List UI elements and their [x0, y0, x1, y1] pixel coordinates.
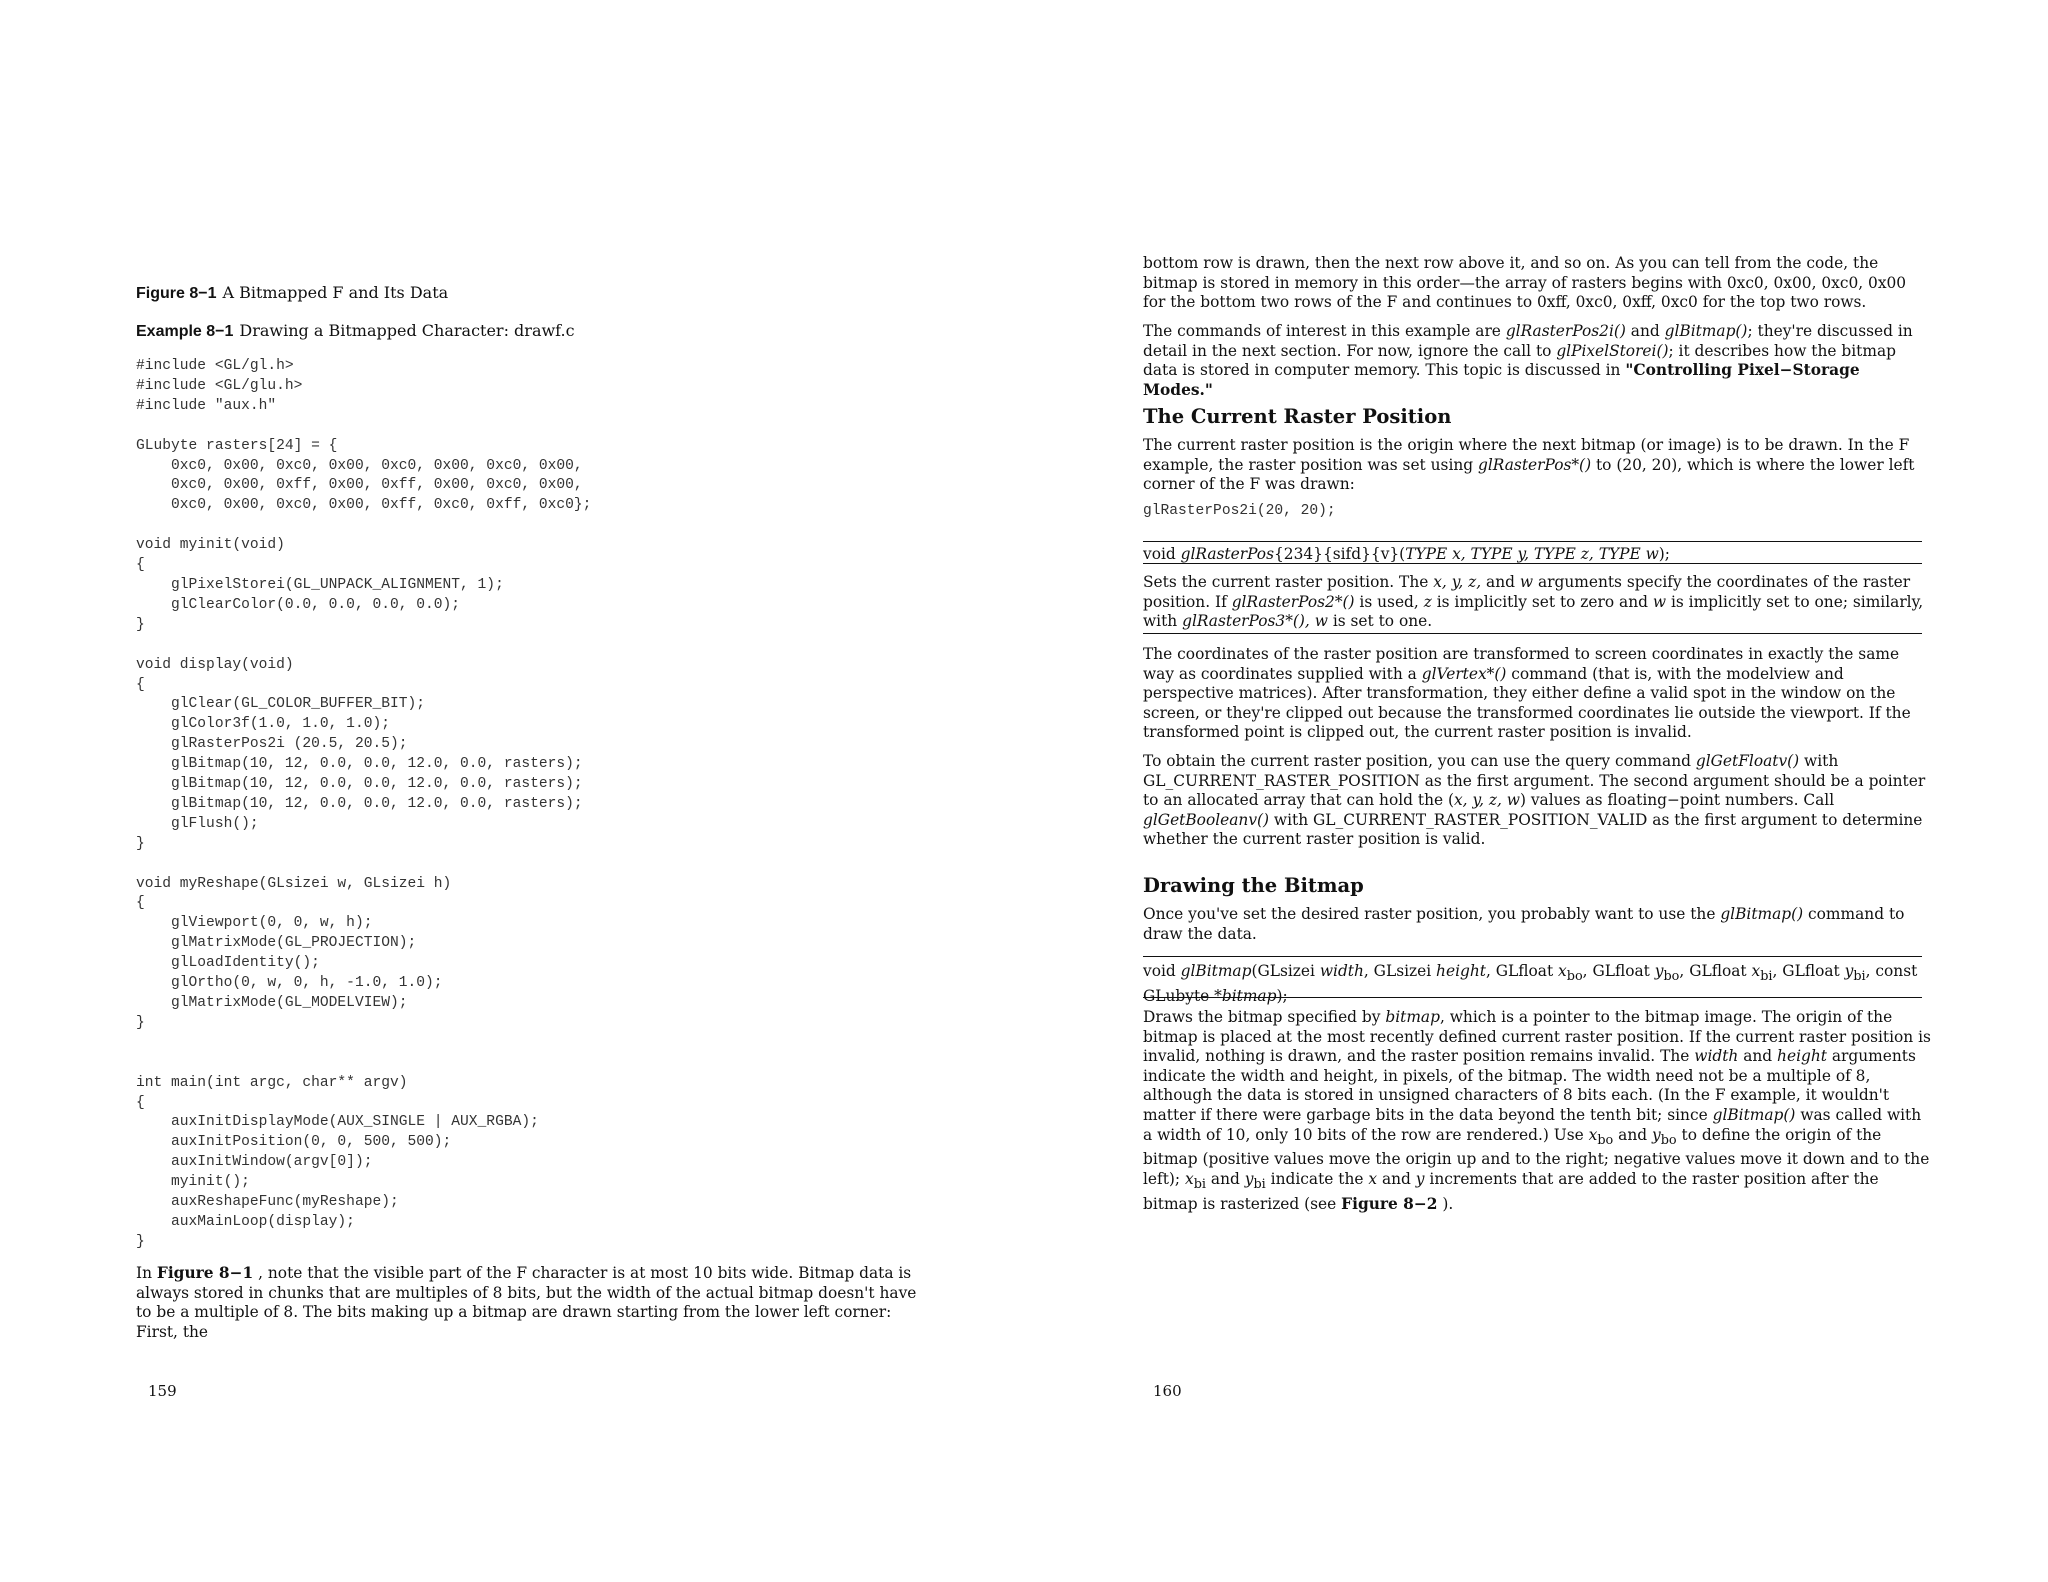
- body-paragraph-2: The commands of interest in this example are glRasterPos2i() and glBitmap(); they're discussed in detail in the next section. For now, ignore the call to glPixelStorei(); it describes how the bitmap data is stored in computer memory. This topic is discussed in "Controlling Pixel−Storage Modes.": [1143, 322, 1913, 399]
- section-reference[interactable]: "Controlling Pixel−Storage Modes.": [1143, 361, 1860, 399]
- function-description-rasterpos: Sets the current raster position. The x, y, z, and w arguments specify the coordinates of the raster position. If glRasterPos2*() is used, z is implicitly set to zero and w is implicitly set to one; similarly, with glRasterPos3*(), w is set to one.: [1143, 573, 1924, 631]
- body-paragraph-3: The current raster position is the origin where the next bitmap (or image) is to be drawn. In the F example, the raster position was set using glRasterPos*() to (20, 20), which is where the lower left corner of the F was drawn:: [1143, 436, 1915, 494]
- heading-drawing-the-bitmap: Drawing the Bitmap: [1143, 874, 1364, 897]
- rule-mid-sig1: [1143, 563, 1922, 564]
- body-paragraph: In Figure 8−1 , note that the visible part of the F character is at most 10 bits wide. Bitmap data is always stored in chunks that are multiples of 8 bits, but the width of the actual bitmap doesn't have to be a multiple of 8. The bits making up a bitmap are drawn starting from the lower left corner: First, the: [136, 1264, 917, 1341]
- example-caption: [136, 321, 575, 341]
- rule-top-sig2: [1143, 956, 1922, 957]
- figure-reference[interactable]: Figure 8−1: [156, 1264, 254, 1282]
- rule-bottom-sig2: [1143, 997, 1922, 998]
- code-line: glRasterPos2i(20, 20);: [1143, 503, 1336, 519]
- page-number: 159: [148, 1382, 177, 1400]
- rule-bottom-sig1: [1143, 633, 1922, 634]
- body-paragraph-4: The coordinates of the raster position are transformed to screen coordinates in exactly the same way as coordinates supplied with a glVertex*() command (that is, with the modelview and perspective matrices). After transformation, they either define a valid spot in the window on the screen, or they're clipped out because the transformed coordinates lie outside the viewport. If the transformed point is clipped out, the current raster position is invalid.: [1143, 645, 1911, 742]
- heading-current-raster-position: The Current Raster Position: [1143, 405, 1452, 428]
- example-caption-text: Drawing a Bitmapped Character: drawf.c: [239, 321, 575, 340]
- example-label: Example 8−1: [136, 323, 234, 340]
- figure-caption: [136, 283, 448, 303]
- function-signature-bitmap: void glBitmap(GLsizei width, GLsizei height, GLfloat $x_{bo}$, GLfloat $y_{bo}$, GLfloat $x_{bi}$, GLfloat $y_{bi}$, const GLubyte *bitmap);: [1143, 962, 1918, 1005]
- code-listing: #include <GL/gl.h> #include <GL/glu.h> #include "aux.h" GLubyte rasters[24] = { 0xc0, 0x00, 0xc0, 0x00, 0xc0, 0x00, 0xc0, 0x00, 0xc0, 0x00, 0xff, 0x00, 0xff, 0x00, 0xc0, 0x00, 0xc0, 0x00, 0xc0, 0x00, 0xff, 0xc0, 0xff, 0xc0}; void myinit(void) { glPixelStorei(GL_UNPACK_ALIGNMENT, 1); glClearColor(0.0, 0.0, 0.0, 0.0); } void display(void) { glClear(GL_COLOR_BUFFER_BIT); glColor3f(1.0, 1.0, 1.0); glRasterPos2i (20.5, 20.5); glBitmap(10, 12, 0.0, 0.0, 12.0, 0.0, rasters); glBitmap(10, 12, 0.0, 0.0, 12.0, 0.0, rasters); glBitmap(10, 12, 0.0, 0.0, 12.0, 0.0, rasters); glFlush(); } void myReshape(GLsizei w, GLsizei h) { glViewport(0, 0, w, h); glMatrixMode(GL_PROJECTION); glLoadIdentity(); glOrtho(0, w, 0, h, -1.0, 1.0); glMatrixMode(GL_MODELVIEW); } int main(int argc, char** argv) { auxInitDisplayMode(AUX_SINGLE | AUX_RGBA); auxInitPosition(0, 0, 500, 500); auxInitWindow(argv[0]); myinit(); auxReshapeFunc(myReshape); auxMainLoop(display); }: [136, 358, 592, 1250]
- figure-reference-8-2[interactable]: Figure 8−2: [1341, 1194, 1438, 1213]
- rule-top-sig1: [1143, 541, 1922, 542]
- figure-label: Figure 8−1: [136, 285, 217, 302]
- figure-caption-text: A Bitmapped F and Its Data: [222, 283, 449, 302]
- function-description-bitmap: Draws the bitmap specified by bitmap, which is a pointer to the bitmap image. The origin of the bitmap is placed at the most recently defined current raster position. If the current raster position is invalid, nothing is drawn, and the raster position remains invalid. The width and height arguments indicate the width and height, in pixels, of the bitmap. The width need not be a multiple of 8, although the data is stored in unsigned characters of 8 bits each. (In the F example, it wouldn't matter if there were garbage bits in the data beyond the tenth bit; since glBitmap() was called with a width of 10, only 10 bits of the row are rendered.) Use $x_{bo}$ and $y_{bo}$ to define the origin of the bitmap (positive values move the origin up and to the right; negative values move it down and to the left); $x_{bi}$ and $y_{bi}$ indicate the x and y increments that are added to the raster position after the bitmap is rasterized (see Figure 8−2 ).: [1143, 1008, 1931, 1213]
- body-paragraph-1: bottom row is drawn, then the next row above it, and so on. As you can tell from the code, the bitmap is stored in memory in this order—the array of rasters begins with 0xc0, 0x00, 0xc0, 0x00 for the bottom two rows of the F and continues to 0xff, 0xc0, 0xff, 0xc0 for the top two rows.: [1143, 254, 1907, 312]
- function-signature-rasterpos: void glRasterPos{234}{sifd}{v}(TYPE x, TYPE y, TYPE z, TYPE w);: [1143, 545, 1670, 563]
- body-paragraph-6: Once you've set the desired raster position, you probably want to use the glBitmap() command to draw the data.: [1143, 905, 1905, 943]
- page-number-right: 160: [1153, 1382, 1182, 1400]
- body-paragraph-5: To obtain the current raster position, you can use the query command glGetFloatv() with GL_CURRENT_RASTER_POSITION as the first argument. The second argument should be a pointer to an allocated array that can hold the (x, y, z, w) values as floating−point numbers. Call glGetBooleanv() with GL_CURRENT_RASTER_POSITION_VALID as the first argument to determine whether the current raster position is valid.: [1143, 752, 1926, 849]
